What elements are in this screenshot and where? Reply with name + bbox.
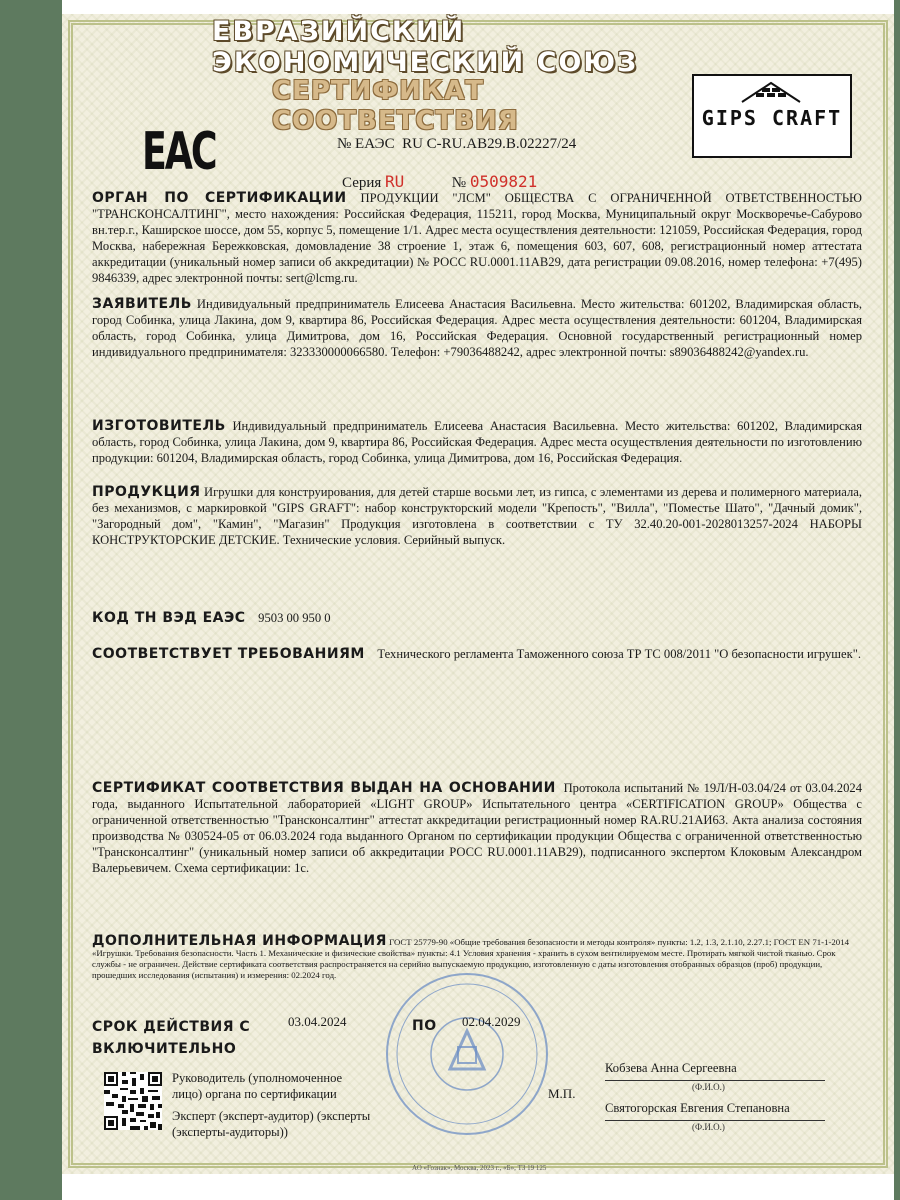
registration-number [337, 136, 576, 153]
product-block [92, 484, 862, 548]
head-name: Кобзева Анна Сергеевна [605, 1061, 737, 1075]
head-fio-caption: (Ф.И.О.) [692, 1082, 725, 1092]
organ-block [92, 190, 862, 286]
validity-to-label: ПО [412, 1018, 437, 1034]
validity-label-line2: ВКЛЮЧИТЕЛЬНО [92, 1041, 237, 1057]
validity-to: 02.04.2029 [462, 1014, 521, 1029]
additional-text: ГОСТ 25779-90 «Общие требования безопасности и методы контроля» пункты: 1.2, 1.3, 2.1.10, 2.27.1; ГОСТ EN 71-1-2014 «Игрушки. Требования безопасности. Часть 1. Механические и физические свойства» пункты: 4.1 Условия хранения - хранить в сухом вентилируемом месте. Протирать мягкой чистой тканью. Срок службы - не ограничен. Действие сертификата соответствия распространяется на серийно выпускаемую продукцию, изготовленную с даты изготовления отобранных образцов (проб) продукции, прошедших исследования (испытания) и измерения: 02.2024 год. [92, 937, 849, 980]
manufacturer-block [92, 418, 862, 466]
expert-signature-label: Эксперт (эксперт-аудитор) (эксперты (эксперты-аудиторы)) [172, 1109, 371, 1139]
reg-value: RU C-RU.AB29.B.02227/24 [402, 136, 577, 152]
requirements-block [92, 646, 862, 662]
qr-code-icon [104, 1072, 162, 1130]
expert-signature-line [605, 1120, 825, 1121]
product-text: Игрушки для конструирования, для детей старше восьми лет, из гипса, с элементами из дерева и полимерного материала, без механизмов, с маркировкой "GIPS GRAFT": набор конструкторский модели "Крепость", "Вилла", "Поместье Шато", "Дачный домик", "Загородный дом", "Камин", "Магазин" Продукция изготовлена в соответствии с ТУ 32.40.20-001-2028013257-2024 НАБОРЫ КОНСТРУКТОРСКИЕ ДЕТСКИЕ. Технические условия. Серийный выпуск. [92, 485, 862, 547]
expert-name: Святогорская Евгения Степановна [605, 1101, 790, 1115]
number-value: 0509821 [469, 172, 538, 191]
applicant-heading: ЗАЯВИТЕЛЬ [92, 296, 192, 312]
certificate-sheet [62, 14, 894, 1174]
gips-craft-logo [692, 74, 852, 158]
stamp-place: М.П. [548, 1086, 576, 1101]
reg-prefix: № ЕАЭС [337, 136, 395, 152]
right-side-margin [894, 0, 900, 1200]
organ-heading: ОРГАН ПО СЕРТИФИКАЦИИ [92, 190, 347, 206]
basis-text: Протокола испытаний № 19Л/Н-03.04/24 от 03.04.2024 года, выданного Испытательной лабораторией «LIGHT GROUP» Испытательного центра «CERTIFICATION GROUP» Общества с ограниченной ответственностью "Трансконсалтинг" аттестат аккредитации регистрационный номер RA.RU.21АИ63. Акта анализа состояния производства № 030524-05 от 06.03.2024 года выданного Органом по сертификации продукции Общества с ограниченной ответственностью "Трансконсалтинг" (уникальный номер записи об аккредитации РОСС RU.0001.11AB29), подписанного экспертом Клоковым Александром Валерьевичем. Схема сертификации: 1с. [92, 781, 862, 875]
requirements-text: Технического регламента Таможенного союза ТР ТС 008/2011 "О безопасности игрушек". [377, 647, 862, 661]
organ-text: ПРОДУКЦИИ "ЛСМ" ОБЩЕСТВА С ОГРАНИЧЕННОЙ ОТВЕТСТВЕННОСТЬЮ "ТРАНСКОНСАЛТИНГ", место нахождения: Российская Федерация, 115211, город Москва, Муниципальный округ Москворечье-Сабурово вн.тер.г., Каширское шоссе, дом 55, корпус 5, помещение 1/1. Адрес места осуществления деятельности: 121059, Российская Федерация, город Москва, набережная Бережковская, домовладение 38 строение 1, этаж 6, помещения 603, 607, 608, регистрационный номер аттестата аккредитации (уникальный номер записи об аккредитации) № РОСС RU.0001.11AB29, дата регистрации 09.08.2016, номер телефона: +7(495) 9846339, адрес электронной почты: sert@lcmg.ru. [92, 191, 862, 285]
eac-logo: EAC [142, 122, 216, 182]
union-title: ЕВРАЗИЙСКИЙ ЭКОНОМИЧЕСКИЙ СОЮЗ [212, 16, 639, 78]
brand-name: GIPS CRAFT [701, 106, 843, 130]
code-heading: КОД ТН ВЭД ЕАЭС [92, 610, 246, 626]
product-heading: ПРОДУКЦИЯ [92, 484, 201, 500]
basis-block [92, 780, 862, 876]
series-label: Серия [342, 175, 382, 191]
applicant-block [92, 296, 862, 360]
head-signature-line [605, 1080, 825, 1081]
head-signature-label: Руководитель (уполномоченное лицо) органа по сертификации [172, 1071, 343, 1101]
official-seal-icon [382, 969, 552, 1139]
series-line [342, 172, 537, 192]
validity-label-line1: СРОК ДЕЙСТВИЯ С [92, 1019, 251, 1035]
applicant-text: Индивидуальный предприниматель Елисеева Анастасия Васильевна. Место жительства: 601202, Владимирская область, город Собинка, улица Лакина, дом 9, квартира 86, Российская Федерация. Адрес места осуществления деятельности: 601204, Владимирская область, город Собинка, улица Димитрова, дом 16, Российская Федерация. Основной государственный регистрационный номер индивидуального предпринимателя: 323330000066580. Телефон: +79036488242, адрес электронной почты: s89036488242@yandex.ru. [92, 297, 863, 359]
requirements-heading: СООТВЕТСТВУЕТ ТРЕБОВАНИЯМ [92, 646, 365, 662]
manufacturer-heading: ИЗГОТОВИТЕЛЬ [92, 418, 226, 434]
basis-heading: СЕРТИФИКАТ СООТВЕТСТВИЯ ВЫДАН НА ОСНОВАНИИ [92, 780, 556, 796]
certificate-title: СЕРТИФИКАТ СООТВЕТСТВИЯ [272, 76, 519, 136]
code-block [92, 610, 862, 626]
validity-from: 03.04.2024 [288, 1014, 347, 1029]
series-value: RU [385, 172, 405, 191]
brick-roof-icon [740, 80, 802, 104]
validity-label [92, 1016, 250, 1060]
manufacturer-text: Индивидуальный предприниматель Елисеева Анастасия Васильевна. Место жительства: 601202, Владимирская область, город Собинка, улица Лакина, дом 9, квартира 86, Российская Федерация. Адрес места осуществления деятельности по изготовлению продукции: 601204, Владимирская область, город Собинка, улица Димитрова, дом 16, Российская Федерация. [92, 419, 862, 465]
number-label: № [451, 175, 467, 191]
left-side-margin [0, 0, 62, 1200]
code-value: 9503 00 950 0 [258, 611, 331, 625]
additional-heading: ДОПОЛНИТЕЛЬНАЯ ИНФОРМАЦИЯ [92, 933, 387, 949]
print-note: АО «Гознак», Москва, 2023 г., «Б», ТЗ 19 125 [412, 1164, 547, 1172]
expert-fio-caption: (Ф.И.О.) [692, 1122, 725, 1132]
